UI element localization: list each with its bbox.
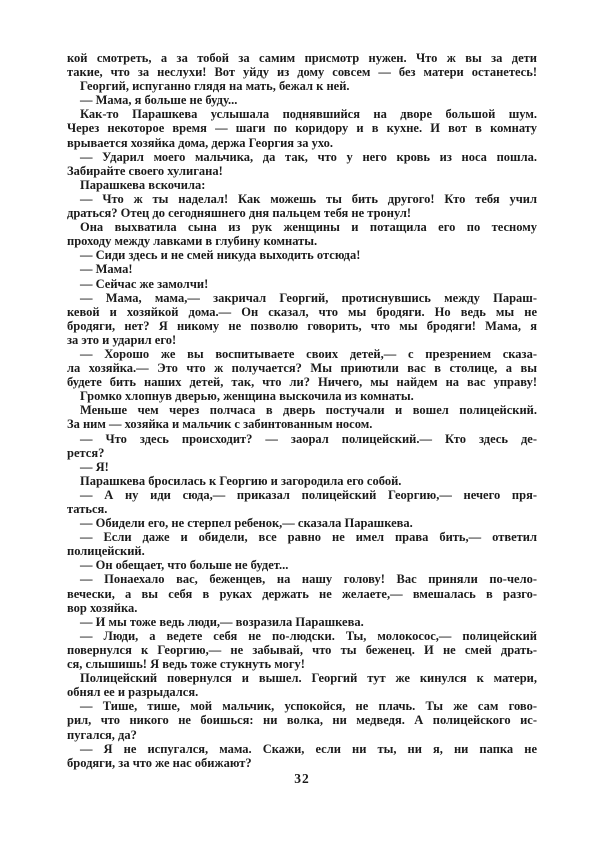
text-line: — А ну иди сюда,— приказал полицейский Георгию,— нечего пря- bbox=[80, 487, 537, 502]
text-line: рил, что никого не боишься: ни волка, ни медведя. А полицейского ис- bbox=[67, 713, 537, 728]
text-line: таться. bbox=[67, 502, 108, 516]
page-number: 32 bbox=[294, 771, 310, 786]
text-line: Парашкева вскочила: bbox=[80, 177, 206, 192]
text-line: Громко хлопнув дверью, женщина выскочила из комнаты. bbox=[80, 389, 414, 404]
text-line: за это и ударил его! bbox=[67, 332, 177, 347]
text-line: вор хозяйка. bbox=[67, 600, 138, 615]
text-line: — Мама! bbox=[80, 262, 133, 277]
text-line: врывается хозяйка дома, держа Георгия за ухо. bbox=[67, 135, 333, 150]
text-line: ла хозяйка.— Это что ж получается? Мы приютили вас в столице, а вы bbox=[67, 361, 537, 376]
text-line: — Что ж ты наделал! Как можешь ты бить другого! Кто тебя учил bbox=[80, 191, 537, 206]
text-line: ся, слышишь! Я ведь тоже стукнуть могу! bbox=[67, 657, 305, 672]
text-line: повернулся к Георгию,— не забывай, что ты беженец. И не смей драть- bbox=[67, 642, 537, 657]
text-line: — Что здесь происходит? — заорал полицейский.— Кто здесь де- bbox=[80, 431, 537, 446]
text-line: Георгий, испуганно глядя на мать, бежал к ней. bbox=[80, 79, 350, 94]
text-line: — Если даже и обидели, все равно не имел права бить,— ответил bbox=[80, 530, 537, 545]
text-line: будете бить наших детей, так, что ли? Ничего, мы найдем на вас управу! bbox=[67, 375, 537, 390]
text-line: — Я! bbox=[80, 459, 109, 474]
text-line: — Люди, а ведете себя не по-людски. Ты, молокосос,— полицейский bbox=[80, 628, 537, 643]
text-line: кой смотреть, а за тобой за самим присмотр нужен. Что ж вы за дети bbox=[67, 51, 537, 65]
text-line: кевой и хозяйкой дома.— Он сказал, что мы бродяги. Но ведь мы не bbox=[67, 304, 537, 319]
text-line: такие, что за неслухи! Вот уйду из дому совсем — без матери останетесь! bbox=[67, 65, 537, 80]
text-line: проходу между лавками в глубину комнаты. bbox=[67, 234, 318, 249]
text-line: — Тише, тише, мой мальчик, успокойся, не плачь. Ты же сам гово- bbox=[80, 699, 537, 714]
text-line: рется? bbox=[67, 445, 105, 460]
text-line: Забирайте своего хулигана! bbox=[67, 163, 223, 178]
text-line: — Я не испугался, мама. Скажи, если ни ты, ни я, ни папка не bbox=[80, 741, 537, 756]
text-line: обнял ее и разрыдался. bbox=[67, 685, 199, 700]
text-line: — Сиди здесь и не смей никуда выходить отсюда! bbox=[80, 248, 361, 263]
text-line: Полицейский повернулся и вышел. Георгий тут же кинулся к матери, bbox=[80, 671, 537, 686]
text-line: бродяги, нет? Я никому не позволю говорить, что мы бродяги! Мама, я bbox=[67, 318, 537, 333]
text-line: Меньше чем через полчаса в дверь постучали и вошел полицейский. bbox=[80, 403, 537, 418]
text-line: — И мы тоже ведь люди,— возразила Парашкева. bbox=[80, 614, 364, 629]
text-line: драться? Отец до сегодняшнего дня пальцем тебя не тронул! bbox=[67, 206, 412, 221]
text-line: — Обидели его, не стерпел ребенок,— сказала Парашкева. bbox=[80, 516, 413, 531]
text-line: — Ударил моего мальчика, да так, что у него кровь из носа пошла. bbox=[80, 149, 537, 164]
text-line: Парашкева бросилась к Георгию и загородила его собой. bbox=[80, 473, 402, 488]
text-line: Как-то Парашкева услышала поднявшийся на дворе большой шум. bbox=[80, 107, 537, 122]
text-line: — Он обещает, что больше не будет... bbox=[80, 558, 289, 573]
page-text bbox=[67, 51, 537, 770]
text-line: бродяги, за что же нас обижают? bbox=[67, 755, 252, 770]
text-line: вечески, а вы себя в руках держать не желаете,— вмешалась в разго- bbox=[67, 586, 537, 601]
text-line: За ним — хозяйка и мальчик с забинтованным носом. bbox=[67, 417, 373, 432]
text-line: — Хорошо же вы воспитываете своих детей,— с презрением сказа- bbox=[80, 346, 537, 361]
text-line: — Мама, я больше не буду... bbox=[80, 93, 238, 108]
text-line: Она выхватила сына из рук женщины и потащила его по тесному bbox=[80, 220, 537, 235]
text-line: — Мама, мама,— закричал Георгий, протиснувшись между Параш- bbox=[80, 290, 537, 305]
text-line: полицейский. bbox=[67, 544, 145, 559]
text-line: пугался, да? bbox=[67, 727, 137, 742]
text-line: Через некоторое время — шаги по коридору и в кухне. И вот в комнату bbox=[67, 121, 537, 136]
text-line: — Сейчас же замолчи! bbox=[80, 276, 209, 291]
text-line: — Понаехало вас, беженцев, на нашу голову! Вас приняли по-чело- bbox=[80, 572, 537, 587]
